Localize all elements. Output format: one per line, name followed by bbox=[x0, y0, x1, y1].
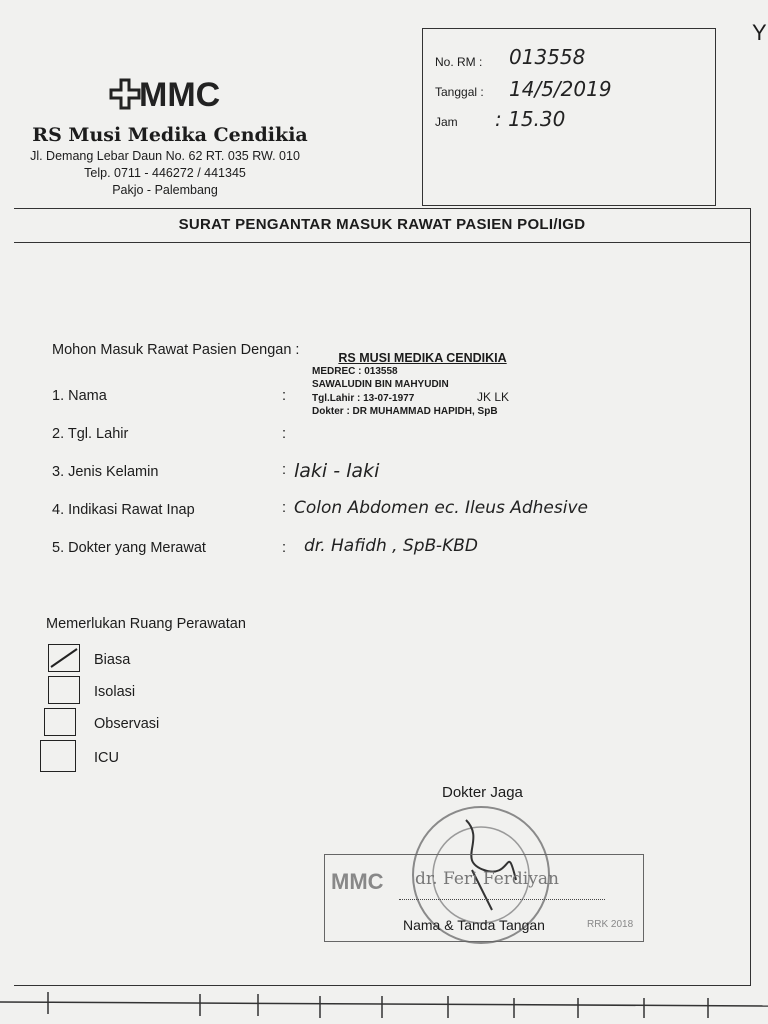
row-colon: : bbox=[282, 500, 287, 516]
no-rm-value: 013558 bbox=[509, 45, 586, 69]
stamp-dob: Tgl.Lahir : 13-07-1977 bbox=[312, 393, 415, 404]
stamp-code: RRK 2018 bbox=[587, 919, 634, 930]
stamp-insurance: JK LK bbox=[477, 390, 510, 404]
stamp-dob-row bbox=[312, 391, 509, 405]
doctor-name-stamp bbox=[324, 854, 644, 942]
checkbox-isolasi[interactable] bbox=[48, 676, 80, 704]
room-label-isolasi: Isolasi bbox=[94, 684, 136, 700]
jam-label: Jam bbox=[435, 115, 458, 129]
checkbox-icu[interactable] bbox=[40, 740, 76, 772]
signature-role: Dokter Jaga bbox=[442, 784, 523, 801]
stamp-medrec: MEDREC : 013558 bbox=[312, 366, 398, 377]
room-label-biasa: Biasa bbox=[94, 652, 131, 668]
hospital-address bbox=[10, 148, 320, 199]
row-label-dokter: 5. Dokter yang Merawat bbox=[52, 540, 206, 556]
stamp-doctor: Dokter : DR MUHAMMAD HAPIDH, SpB bbox=[312, 406, 498, 417]
checkbox-observasi[interactable] bbox=[44, 708, 76, 736]
hospital-name: RS Musi Medika Cendikia bbox=[32, 124, 308, 146]
row-colon: : bbox=[282, 462, 287, 478]
row-label-jenis-kelamin: 3. Jenis Kelamin bbox=[52, 464, 159, 480]
jam-value: : 15.30 bbox=[495, 107, 566, 131]
phone-line: Telp. 0711 - 446272 / 441345 bbox=[84, 166, 246, 180]
room-heading: Memerlukan Ruang Perawatan bbox=[46, 616, 246, 632]
room-label-observasi: Observasi bbox=[94, 716, 160, 732]
jenis-kelamin-value: laki - laki bbox=[294, 460, 380, 482]
no-rm-label: No. RM : bbox=[435, 55, 483, 69]
side-mark: Y bbox=[752, 20, 767, 45]
medical-record-box bbox=[422, 28, 716, 206]
room-label-icu: ICU bbox=[94, 750, 119, 766]
patient-stamp bbox=[312, 352, 509, 418]
address-line: Jl. Demang Lebar Daun No. 62 RT. 035 RW. 010 bbox=[30, 149, 300, 163]
stamp-patient-name: SAWALUDIN BIN MAHYUDIN bbox=[312, 379, 449, 390]
row-colon: : bbox=[282, 388, 287, 404]
dokter-value: dr. Hafidh , SpB-KBD bbox=[304, 536, 478, 556]
row-label-indikasi: 4. Indikasi Rawat Inap bbox=[52, 502, 195, 518]
row-colon: : bbox=[282, 540, 287, 556]
tanggal-value: 14/5/2019 bbox=[509, 77, 612, 101]
checkbox-biasa[interactable] bbox=[48, 644, 80, 672]
signature-dotted-line bbox=[399, 899, 605, 900]
stamp-doctor-name: dr. Feri Ferdiyan bbox=[415, 869, 559, 889]
row-label-tgl-lahir: 2. Tgl. Lahir bbox=[52, 426, 129, 442]
form-intro: Mohon Masuk Rawat Pasien Dengan : bbox=[52, 342, 300, 358]
hospital-logo bbox=[105, 68, 225, 116]
signature-caption: Nama & Tanda Tangan bbox=[403, 917, 545, 933]
stamp-title: RS MUSI MEDIKA CENDIKIA bbox=[338, 351, 507, 365]
row-colon: : bbox=[282, 426, 287, 442]
city-line: Pakjo - Palembang bbox=[112, 183, 218, 197]
form-title: SURAT PENGANTAR MASUK RAWAT PASIEN POLI/IGD bbox=[14, 208, 750, 243]
logo-text: MMC bbox=[139, 76, 221, 114]
bottom-edge-lines bbox=[0, 986, 768, 1024]
indikasi-value: Colon Abdomen ec. Ileus Adhesive bbox=[294, 498, 588, 518]
stamp-logo-text: MMC bbox=[331, 869, 384, 894]
row-label-nama: 1. Nama bbox=[52, 388, 107, 404]
check-mark-icon bbox=[49, 645, 79, 671]
tanggal-label: Tanggal : bbox=[435, 85, 484, 99]
